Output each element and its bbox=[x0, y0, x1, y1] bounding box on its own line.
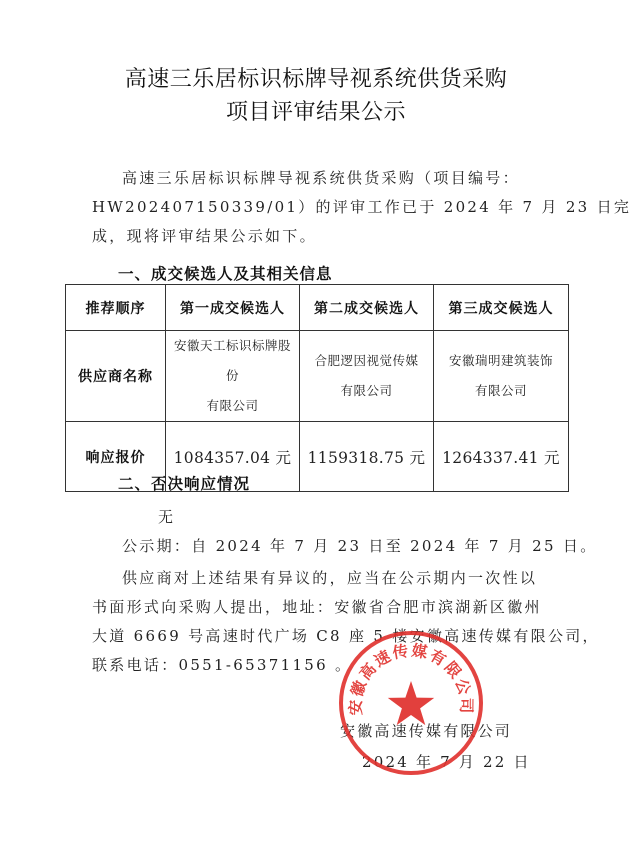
intro-line: HW202407150339/01）的评审工作已于 2024 年 7 月 23 日完 bbox=[92, 198, 632, 216]
price-cell-2: 1159318.75 元 bbox=[300, 422, 434, 492]
table-header-row bbox=[66, 285, 569, 331]
supplier-1-line2: 有限公司 bbox=[206, 398, 259, 413]
price-cell-1: 1084357.04 元 bbox=[166, 422, 300, 492]
supplier-1-line1: 安徽天工标识标牌股份 bbox=[173, 338, 291, 383]
document-title-line2: 项目评审结果公示 bbox=[225, 100, 406, 125]
seal-star-icon bbox=[388, 681, 434, 725]
section2-heading: 二、否决响应情况 bbox=[118, 475, 251, 493]
seal-text: 安徽高速传媒有限公司 bbox=[346, 641, 476, 716]
period-paragraph bbox=[92, 532, 598, 561]
supplier-3-line2: 有限公司 bbox=[474, 383, 527, 398]
signature-date: 2024 年 7 月 22 日 bbox=[362, 753, 531, 771]
signature-company: 安徽高速传媒有限公司 bbox=[340, 722, 513, 740]
objection-line: 供应商对上述结果有异议的，应当在公示期内一次性以 bbox=[122, 569, 538, 587]
company-seal bbox=[336, 628, 486, 778]
candidate2-header: 第二成交候选人 bbox=[300, 285, 434, 331]
document-title-line1: 高速三乐居标识标牌导视系统供货采购 bbox=[124, 67, 508, 92]
supplier-label: 供应商名称 bbox=[66, 331, 166, 422]
price-cell-3: 1264337.41 元 bbox=[434, 422, 569, 492]
objection-line: 大道 6669 号高速时代广场 C8 座 5 楼安徽高速传媒有限公司， bbox=[92, 627, 600, 645]
objection-line: 联系电话：0551-65371156 。 bbox=[92, 656, 353, 674]
candidates-table bbox=[65, 284, 569, 492]
intro-line: 高速三乐居标识标牌导视系统供货采购（项目编号： bbox=[122, 169, 520, 187]
intro-line: 成，现将评审结果公示如下。 bbox=[92, 227, 317, 245]
supplier-cell-3 bbox=[434, 331, 569, 422]
supplier-3-line1: 安徽瑞明建筑装饰 bbox=[448, 353, 553, 368]
rank-header: 推荐顺序 bbox=[66, 285, 166, 331]
candidate3-header: 第三成交候选人 bbox=[434, 285, 569, 331]
intro-paragraph bbox=[92, 164, 632, 251]
period-line: 公示期：自 2024 年 7 月 23 日至 2024 年 7 月 25 日。 bbox=[122, 537, 598, 555]
objection-line: 书面形式向采购人提出，地址：安徽省合肥市滨湖新区徽州 bbox=[92, 598, 542, 616]
candidate1-header: 第一成交候选人 bbox=[166, 285, 300, 331]
supplier-cell-2 bbox=[300, 331, 434, 422]
supplier-2-line1: 合肥逻因视觉传媒 bbox=[314, 353, 419, 368]
section2-content: 无 bbox=[158, 508, 176, 526]
price-label: 响应报价 bbox=[66, 422, 166, 492]
supplier-2-line2: 有限公司 bbox=[340, 383, 393, 398]
supplier-row bbox=[66, 331, 569, 422]
supplier-cell-1 bbox=[166, 331, 300, 422]
section1-heading: 一、成交候选人及其相关信息 bbox=[118, 265, 333, 283]
